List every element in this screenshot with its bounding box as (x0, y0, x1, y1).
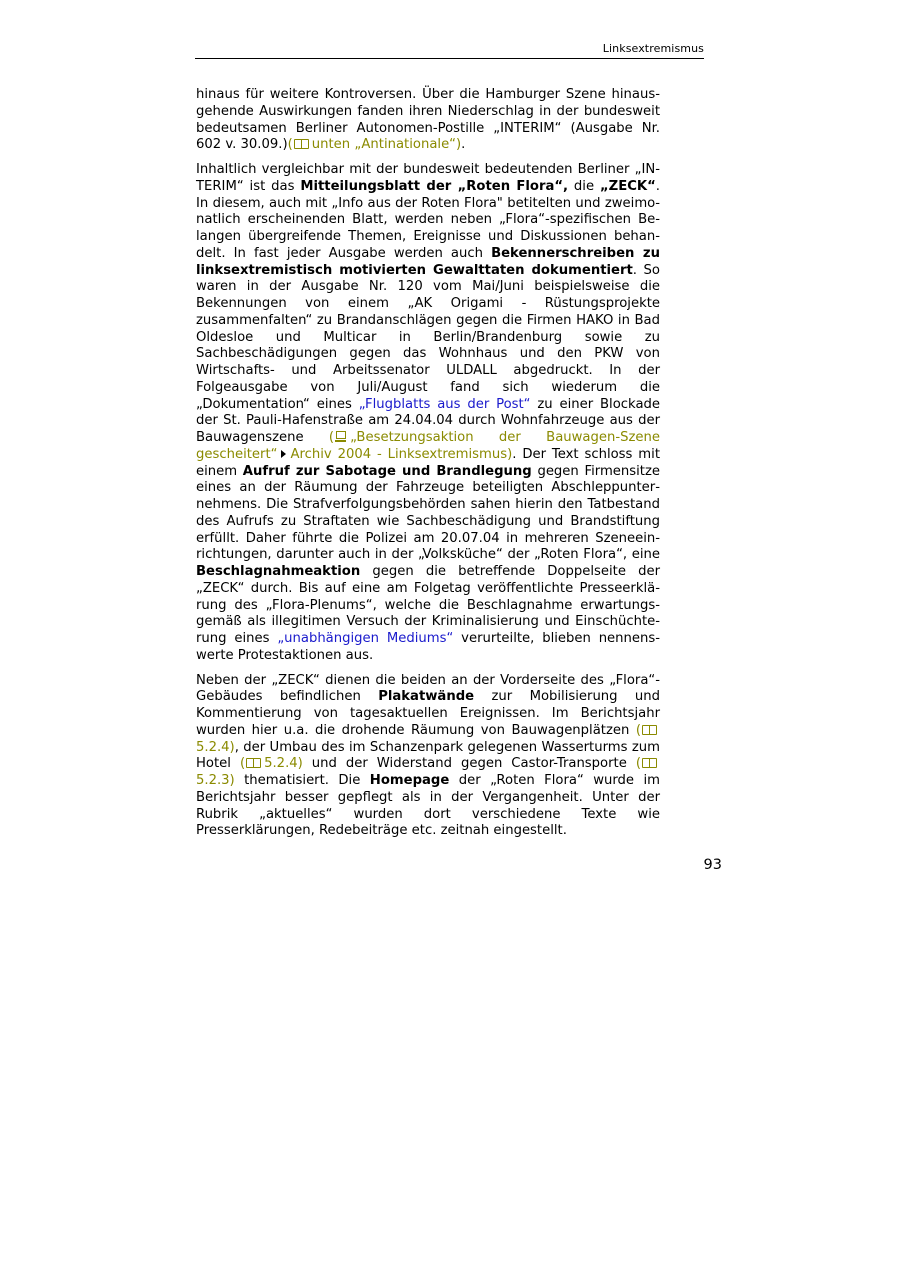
text: die (568, 178, 600, 194)
paragraph-2 (196, 162, 660, 665)
paren: ( (635, 756, 641, 772)
body-text (196, 87, 660, 848)
paren: ( (239, 756, 246, 772)
text: verurteilte, blieben nennenswerte Protestaktionen aus. (196, 631, 660, 663)
paren: ( (328, 430, 335, 445)
book-icon (294, 139, 309, 149)
quote-link-flugblatt[interactable]: „Flugblatts aus der Post“ (358, 396, 531, 412)
text: . (461, 137, 466, 153)
text: . Der Text schloss mit einem (196, 446, 660, 479)
text: Inhaltlich vergleichbar mit der bundesweit bedeutenden Berliner „INTERIM“ ist das (196, 162, 660, 194)
arrow-right-icon (281, 450, 286, 458)
cross-reference-antinationale[interactable] (288, 137, 462, 152)
text: . In diesem, auch mit „Info aus der Roten Flora" betitelten und zweimonatlich erscheinenden Blatt, werden neben „Flora“-spezifischen Belangen übergreifende Themen, Ereignisse und Diskussionen behandelt. In fast jeder Ausgabe werden auch (196, 178, 660, 261)
text: gegen Firmensitze eines an der Räumung der Fahrzeuge beteiligten Abschleppunternehmens. Die Strafverfolgungsbehörden sahen hierin den Tatbestand des Aufrufs zu Straftaten wie Sachbeschädigung und Brandstiftung erfüllt. Daher führte die Polizei am 20.07.04 in mehreren Szeneeinrichtungen, darunter auch in der „Volksküche“ der „Roten Flora“, eine (196, 463, 661, 563)
page-number: 93 (703, 857, 722, 873)
paren: ( (635, 722, 641, 738)
link-text: unten „Antinationale“) (311, 137, 462, 153)
link-text: Archiv 2004 - Linksextremismus) (290, 446, 513, 462)
running-header (195, 42, 704, 59)
bold-text: Bekennerschreiben zu linksextremistisch motivierten Gewalttaten dokumentiert (196, 245, 660, 278)
bold-text: Aufruf zur Sabotage und Brandlegung (242, 463, 532, 479)
paragraph-1 (196, 87, 660, 154)
computer-icon (335, 431, 347, 442)
text: , der Umbau des im Schanzenpark gelegenen Wasserturms zum Hotel (196, 739, 660, 772)
text: und der Widerstand gegen Castor-Transporte (302, 756, 636, 772)
bold-text: Plakatwände (378, 689, 475, 705)
bold-text: „ZECK“ (599, 178, 656, 194)
text: thematisiert. Die (234, 773, 370, 788)
text: . So waren in der Ausgabe Nr. 120 vom Mai/Juni beispielsweise die Bekennungen von einem „AK Origami - Rüstungsprojekte zusammenfalten“ zu Brandanschlägen gegen die Firmen HAKO in Bad Oldesloe und Multicar in Berlin/Brandenburg sowie zu Sachbeschädigungen gegen das Wohnhaus und den PKW von Wirtschafts- und Arbeitssenator ULDALL abgedruckt. In der Folgeausgabe von Juli/August fand sich wiederum die „Dokumentation“ eines (196, 262, 660, 412)
link-text: 5.2.3) (196, 773, 235, 788)
book-icon (642, 758, 657, 768)
book-icon (642, 725, 657, 735)
link-text: 5.2.4) (196, 739, 235, 755)
text: zur Mobilisierung und Kommentierung von tagesaktuellen Ereignissen. Im Berichtsjahr wurden hier u.a. die drohende Räumung von Bauwagenplätzen (196, 689, 660, 738)
text: Neben der „ZECK“ dienen die beiden an der Vorderseite des „Flora“-Gebäudes befindlichen (196, 672, 660, 705)
book-icon (246, 758, 261, 768)
text: zu einer Blockade der St. Pauli-Hafenstraße am 24.04.04 durch Wohnfahrzeuge aus der Bauwagenszene (196, 396, 661, 445)
text: hinaus für weitere Kontroversen. Über die Hamburger Szene hinausgehende Auswirkungen fanden ihren Niederschlag in der bundesweit bedeutsamen Berliner Autonomen-Postille „INTERIM“ (Ausgabe Nr. 602 v. 30.09.) (196, 87, 660, 153)
link-text: „Besetzungsaktion der Bauwagen-Szene gescheitert“ (196, 430, 660, 462)
paren: ( (287, 137, 293, 153)
bold-text: Beschlagnahmeaktion (196, 564, 361, 579)
running-header-title: Linksextremismus (602, 42, 704, 55)
link-text: 5.2.4) (264, 756, 303, 772)
text: gegen die betreffende Doppelseite der „ZECK“ durch. Bis auf eine am Folgetag veröffentlichte Presseerklärung des „Flora-Plenums“, welche die Beschlagnahme erwartungsgemäß als illegitimen Versuch der Kriminalisierung und Einschüchterung eines (196, 564, 660, 646)
quote-link-medium[interactable]: „unabhängigen Mediums“ (277, 631, 454, 646)
cross-reference-5-2-4-b[interactable] (240, 756, 303, 771)
bold-text: Homepage (369, 773, 450, 788)
paragraph-3 (196, 673, 660, 841)
text: der „Roten Flora“ wurde im Berichtsjahr besser gepflegt als in der Vergangenheit. Unter der Rubrik „aktuelles“ wurden dort verschiedene Texte wie Presserklärungen, Redebeiträge etc. zeitnah eingestellt. (196, 773, 660, 839)
bold-text: Mitteilungsblatt der „Roten Flora“, (300, 178, 569, 194)
